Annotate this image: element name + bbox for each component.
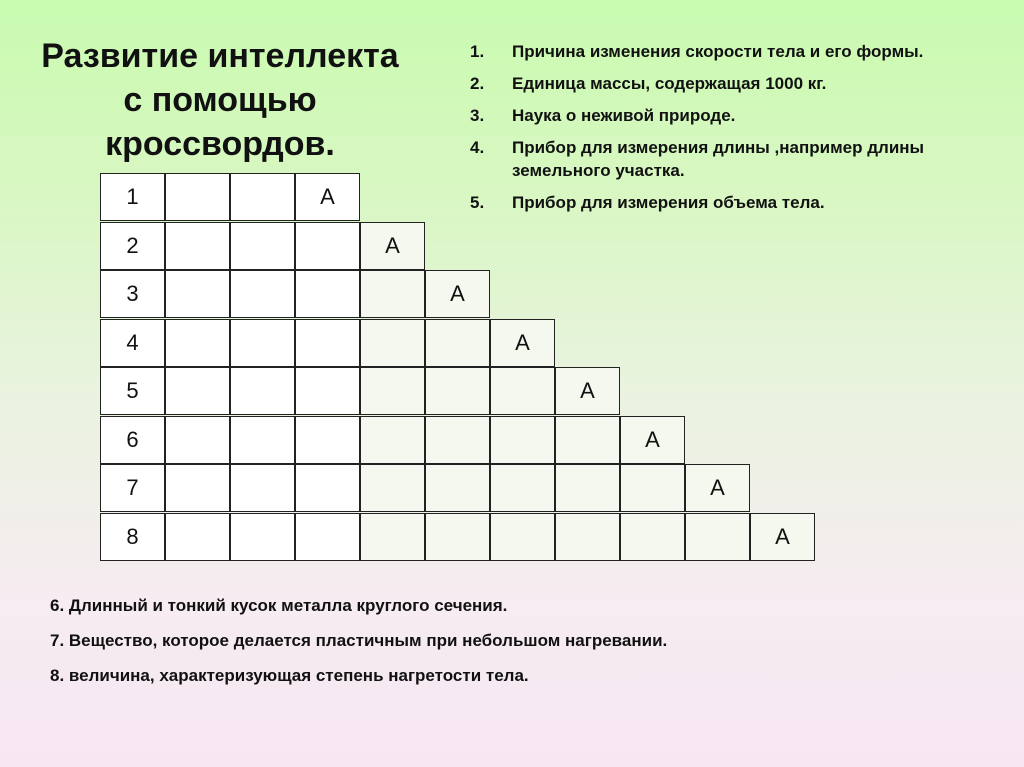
crossword-cell[interactable]	[165, 367, 230, 415]
question-number: 4.	[470, 138, 485, 157]
crossword-cell[interactable]	[425, 513, 490, 561]
crossword-row-number: 2	[100, 222, 165, 270]
crossword-cell[interactable]	[360, 464, 425, 512]
crossword-cell[interactable]	[490, 416, 555, 464]
crossword-row-number: 1	[100, 173, 165, 221]
question-item: 6. Длинный и тонкий кусок металла круглого сечения.	[50, 596, 508, 615]
crossword-letter-cell[interactable]: А	[685, 464, 750, 512]
crossword-cell[interactable]	[230, 513, 295, 561]
crossword-cell[interactable]	[360, 513, 425, 561]
crossword-letter-cell[interactable]: А	[360, 222, 425, 270]
crossword-cell[interactable]	[230, 367, 295, 415]
crossword-cell[interactable]	[555, 416, 620, 464]
crossword-cell[interactable]	[490, 513, 555, 561]
crossword-cell[interactable]	[165, 319, 230, 367]
crossword-cell[interactable]	[620, 513, 685, 561]
crossword-cell[interactable]	[165, 464, 230, 512]
crossword-cell[interactable]	[165, 270, 230, 318]
title-line-2: с помощью	[123, 81, 317, 119]
question-text: Причина изменения скорости тела и его формы.	[512, 42, 924, 61]
crossword-row-number: 6	[100, 416, 165, 464]
crossword-cell[interactable]	[295, 513, 360, 561]
crossword-cell[interactable]	[295, 367, 360, 415]
crossword-cell[interactable]	[230, 416, 295, 464]
crossword-cell[interactable]	[230, 222, 295, 270]
question-text: Прибор для измерения длины ,например длины земельного участка.	[512, 138, 925, 180]
crossword-cell[interactable]	[295, 416, 360, 464]
crossword-cell[interactable]	[620, 464, 685, 512]
crossword-cell[interactable]	[425, 416, 490, 464]
crossword-cell[interactable]	[425, 319, 490, 367]
crossword-cell[interactable]	[295, 319, 360, 367]
crossword-cell[interactable]	[165, 222, 230, 270]
crossword-row-number: 5	[100, 367, 165, 415]
crossword-cell[interactable]	[490, 367, 555, 415]
crossword-cell[interactable]	[295, 464, 360, 512]
title-line-1: Развитие интеллекта	[41, 37, 399, 75]
crossword-letter-cell[interactable]: А	[620, 416, 685, 464]
crossword-letter-cell[interactable]: А	[555, 367, 620, 415]
crossword-cell[interactable]	[490, 464, 555, 512]
crossword-cell[interactable]	[165, 173, 230, 221]
crossword-row-number: 3	[100, 270, 165, 318]
crossword-letter-cell[interactable]: А	[425, 270, 490, 318]
title-line-3: кроссвордов.	[105, 125, 335, 163]
crossword-letter-cell[interactable]: А	[490, 319, 555, 367]
crossword-row-number: 4	[100, 319, 165, 367]
crossword-cell[interactable]	[230, 319, 295, 367]
crossword-letter-cell[interactable]: А	[295, 173, 360, 221]
question-item: 7. Вещество, которое делается пластичным при небольшом нагревании.	[50, 631, 668, 650]
crossword-cell[interactable]	[360, 319, 425, 367]
crossword-cell[interactable]	[360, 270, 425, 318]
question-number: 1.	[470, 42, 485, 61]
crossword-cell[interactable]	[425, 367, 490, 415]
crossword-cell[interactable]	[295, 222, 360, 270]
crossword-row-number: 7	[100, 464, 165, 512]
question-text: Единица массы, содержащая 1000 кг.	[512, 74, 827, 93]
crossword-row-number: 8	[100, 513, 165, 561]
question-text: Прибор для измерения объема тела.	[512, 193, 825, 212]
crossword-cell[interactable]	[230, 270, 295, 318]
crossword-cell[interactable]	[360, 416, 425, 464]
question-number: 5.	[470, 193, 485, 212]
question-text: Наука о неживой природе.	[512, 106, 736, 125]
crossword-cell[interactable]	[555, 513, 620, 561]
crossword-letter-cell[interactable]: А	[750, 513, 815, 561]
crossword-cell[interactable]	[165, 416, 230, 464]
crossword-cell[interactable]	[685, 513, 750, 561]
crossword-cell[interactable]	[230, 464, 295, 512]
question-number: 2.	[470, 74, 485, 93]
crossword-cell[interactable]	[360, 367, 425, 415]
question-item: 8. величина, характеризующая степень нагретости тела.	[50, 666, 529, 685]
crossword-cell[interactable]	[295, 270, 360, 318]
questions-list-bottom	[50, 594, 950, 699]
crossword-cell[interactable]	[165, 513, 230, 561]
crossword-cell[interactable]	[230, 173, 295, 221]
crossword-cell[interactable]	[555, 464, 620, 512]
crossword-cell[interactable]	[425, 464, 490, 512]
question-number: 3.	[470, 106, 485, 125]
